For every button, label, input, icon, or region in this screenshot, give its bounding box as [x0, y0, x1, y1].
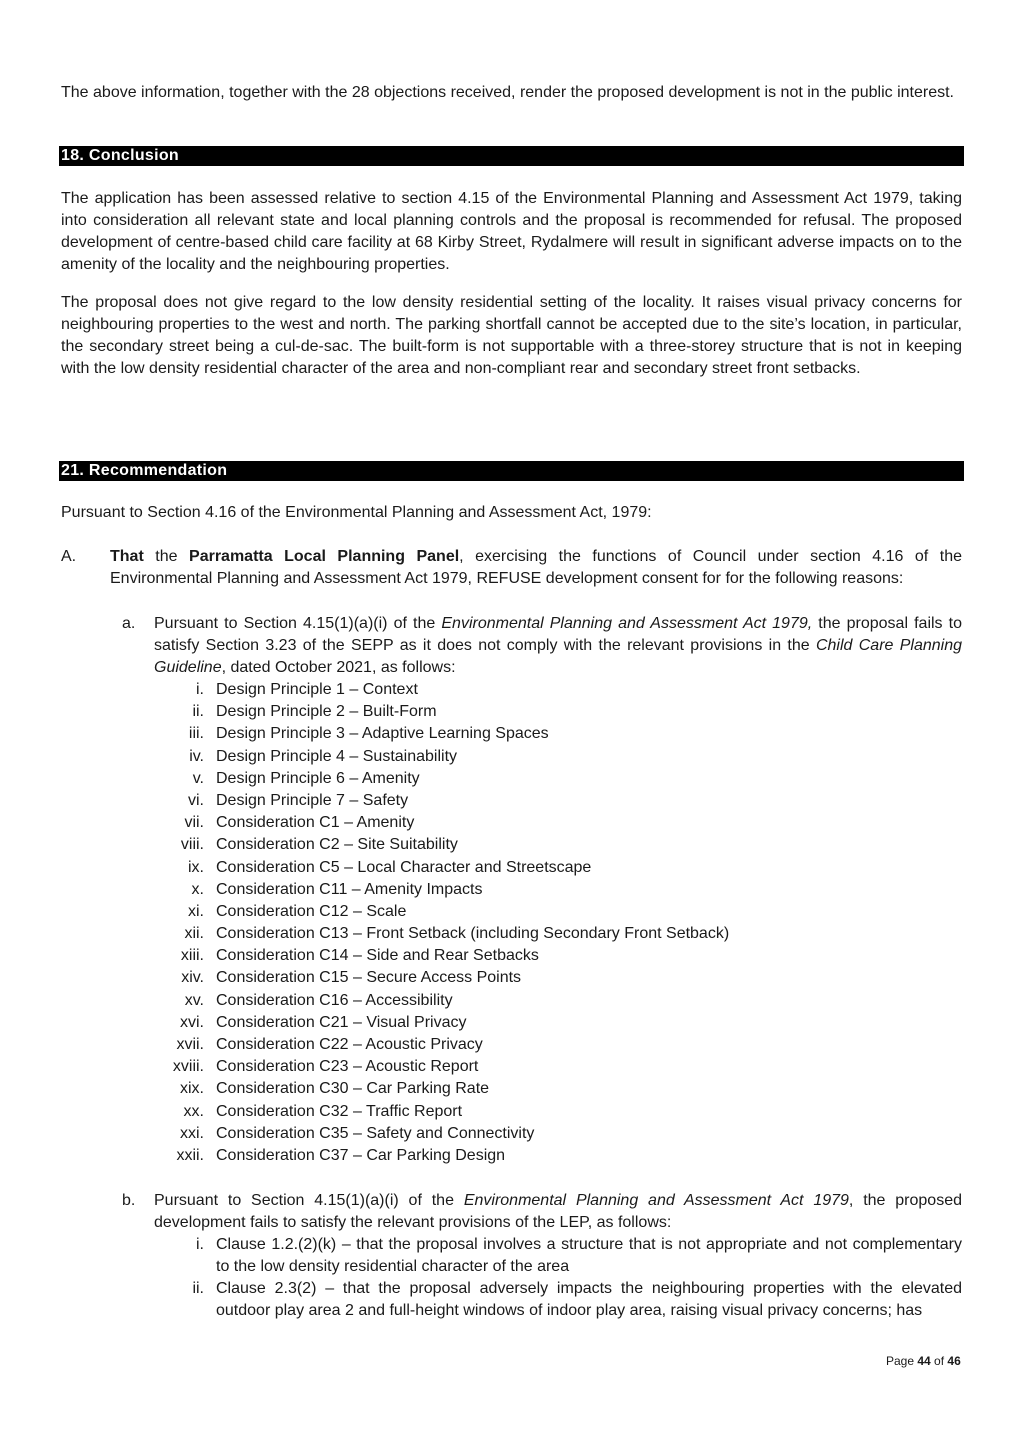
list-item-text: Consideration C1 – Amenity — [216, 814, 415, 832]
list-item — [154, 990, 962, 1012]
list-item-number: xix. — [180, 1080, 204, 1098]
list-item-number: iii. — [188, 725, 204, 743]
list-item — [154, 768, 962, 790]
list-item — [154, 1012, 962, 1034]
sub-b-block — [154, 1190, 962, 1322]
list-item-number: vi. — [188, 791, 204, 809]
list-item-number: ii. — [192, 703, 204, 721]
list-item-number: i. — [196, 681, 204, 698]
item-a-text — [110, 546, 962, 590]
list-item-number: xiii. — [180, 947, 204, 965]
list-item — [154, 746, 962, 768]
footer-page-total: 46 — [947, 1354, 961, 1368]
list-item — [154, 967, 962, 989]
list-item-number: xii. — [184, 925, 204, 943]
list-item — [154, 857, 962, 879]
list-item-number: vii. — [184, 814, 204, 832]
list-item — [154, 879, 962, 901]
sub-a-act: Environmental Planning and Assessment Act 1979, — [441, 615, 813, 632]
list-item-text: Clause 2.3(2) – that the proposal adversely impacts the neighbouring properties with the elevated outdoor play area 2 and full-height windows of indoor play area, raising visual privacy concerns; has — [216, 1280, 962, 1319]
list-item-text: Consideration C30 – Car Parking Rate — [216, 1080, 490, 1098]
list-item — [154, 1123, 962, 1145]
list-item-number: i. — [196, 1236, 204, 1253]
footer-page-word: Page — [886, 1354, 918, 1368]
list-item — [154, 1078, 962, 1100]
sub-a-t2: the proposal fails to satisfy Section 3.23 of the SEPP as it does not comply with the relevant provisions in the — [154, 615, 962, 654]
list-item-number: ix. — [188, 858, 204, 876]
list-item-text: Consideration C14 – Side and Rear Setbacks — [216, 947, 539, 965]
list-item — [154, 923, 962, 945]
sub-a-t3: , dated October 2021, as follows: — [221, 659, 456, 676]
list-item-text: Consideration C23 – Acoustic Report — [216, 1058, 479, 1076]
list-item — [154, 790, 962, 812]
list-item-text: Consideration C22 – Acoustic Privacy — [216, 1036, 483, 1053]
list-item-number: viii. — [180, 836, 204, 854]
list-item-text: Consideration C5 – Local Character and Streetscape — [216, 858, 592, 876]
item-a-panel: Parramatta Local Planning Panel — [189, 548, 460, 565]
list-item-text: Consideration C2 – Site Suitability — [216, 836, 458, 854]
list-item-number: xxi. — [180, 1124, 204, 1142]
list-item — [154, 1056, 962, 1078]
list-item — [154, 945, 962, 967]
list-item — [154, 1278, 962, 1322]
list-item-text: Design Principle 7 – Safety — [216, 791, 409, 809]
list-item-number: xvi. — [180, 1013, 204, 1031]
list-item-text: Consideration C13 – Front Setback (including Secondary Front Setback) — [216, 925, 730, 943]
list-item-number: v. — [192, 769, 204, 787]
sub-a-guideline: Child Care Planning Guideline — [154, 637, 963, 676]
list-item-text: Design Principle 3 – Adaptive Learning Spaces — [216, 725, 549, 743]
sub-b-t1: Pursuant to Section 4.15(1)(a)(i) of the — [154, 1192, 464, 1209]
list-item — [154, 723, 962, 745]
item-a-the: the — [143, 548, 190, 565]
sub-b-t2: , the proposed development fails to satisfy the relevant provisions of the LEP, as follows: — [154, 1192, 963, 1231]
list-item — [154, 812, 962, 834]
list-item-number: xv. — [184, 991, 204, 1009]
sub-b-text — [154, 1190, 962, 1234]
list-item-text: Clause 1.2.(2)(k) – that the proposal involves a structure that is not appropriate and not complementary to the low density residential character of the area — [216, 1236, 962, 1275]
sub-b-list — [154, 1234, 962, 1322]
list-item — [154, 901, 962, 923]
list-item-text: Consideration C12 – Scale — [216, 902, 407, 920]
sub-a-t1: Pursuant to Section 4.15(1)(a)(i) of the — [154, 615, 442, 632]
list-item-number: iv. — [189, 747, 204, 765]
list-item-text: Consideration C21 – Visual Privacy — [216, 1013, 467, 1031]
list-item-number: xviii. — [172, 1058, 204, 1076]
list-item-number: xvii. — [176, 1036, 204, 1053]
conclusion-paragraph-2: The proposal does not give regard to the low density residential setting of the locality. It raises visual privacy concerns for neighbouring properties to the west and north. The parking shortfall cannot be accepted due to the site’s location, in particular, the secondary street being a cul-de-sac. The built-form is not supportable with a three-storey structure that is not in keeping with the low density residential character of the area and non-compliant rear and secondary street front setbacks. — [61, 294, 962, 377]
list-item-text: Consideration C35 – Safety and Connectivity — [216, 1124, 535, 1142]
list-item-text: Design Principle 6 – Amenity — [216, 769, 420, 787]
sub-a-marker: a. — [122, 615, 136, 632]
list-item-number: xiv. — [181, 969, 204, 987]
footer-of-word: of — [930, 1354, 948, 1368]
list-item-number: x. — [191, 880, 204, 898]
list-item-number: xxii. — [176, 1146, 204, 1164]
list-item — [154, 1234, 962, 1278]
sub-a-list — [154, 679, 962, 1167]
conclusion-paragraph-1: The application has been assessed relative to section 4.15 of the Environmental Planning and Assessment Act 1979, taking into consideration all relevant state and local planning controls and the proposal is recommended for refusal. The proposed development of centre-based child care facility at 68 Kirby Street, Rydalmere will result in significant adverse impacts on to the amenity of the locality and the neighbouring properties. — [61, 190, 962, 273]
list-item-text: Consideration C15 – Secure Access Points — [216, 969, 522, 987]
sub-b-marker: b. — [122, 1192, 136, 1209]
intro-paragraph: The above information, together with the 28 objections received, render the proposed development is not in the public interest. — [61, 84, 954, 101]
sub-a-block — [154, 613, 962, 1167]
list-item-number: xx. — [183, 1102, 204, 1120]
sub-b-act: Environmental Planning and Assessment Act 1979 — [463, 1192, 849, 1209]
list-item — [154, 701, 962, 723]
list-item-text: Consideration C37 – Car Parking Design — [216, 1146, 506, 1164]
recommendation-lead: Pursuant to Section 4.16 of the Environmental Planning and Assessment Act, 1979: — [61, 504, 652, 521]
list-item-text: Design Principle 2 – Built-Form — [216, 703, 437, 721]
list-item-text: Consideration C32 – Traffic Report — [216, 1102, 463, 1120]
list-item — [154, 679, 962, 701]
footer-page-number: 44 — [917, 1354, 931, 1368]
list-item-text: Consideration C16 – Accessibility — [216, 991, 453, 1009]
list-item-text: Design Principle 4 – Sustainability — [216, 747, 458, 765]
item-a-that: That — [110, 548, 144, 565]
list-item-number: ii. — [192, 1280, 204, 1297]
recommendation-heading: 21. Recommendation — [59, 461, 964, 481]
page-footer — [886, 1353, 961, 1369]
sub-a-text — [154, 613, 962, 679]
conclusion-heading: 18. Conclusion — [59, 146, 964, 166]
list-item — [154, 834, 962, 856]
list-item — [154, 1101, 962, 1123]
item-a-rest: , exercising the functions of Council under section 4.16 of the Environmental Planning and Assessment Act 1979, REFUSE development consent for for the following reasons: — [110, 548, 962, 587]
list-item-text: Design Principle 1 – Context — [216, 681, 418, 698]
list-item — [154, 1034, 962, 1056]
list-item-number: xi. — [188, 902, 204, 920]
item-a-marker: A. — [61, 548, 77, 565]
list-item — [154, 1145, 962, 1167]
list-item-text: Consideration C11 – Amenity Impacts — [216, 880, 483, 898]
